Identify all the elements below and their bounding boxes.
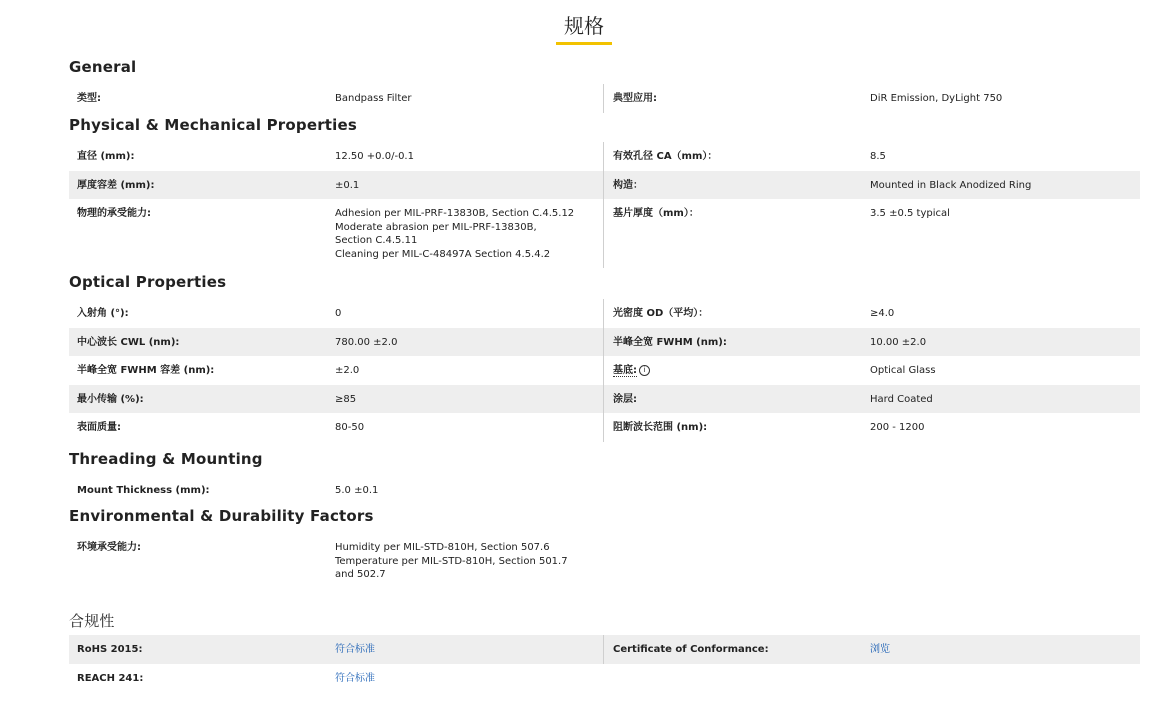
spec-value-line: Cleaning per MIL-C-48497A Section 4.5.4.2: [335, 248, 551, 260]
title-wrap: [0, 14, 1168, 45]
spec-cell: [604, 142, 1140, 171]
section-heading-compliance: 合规性: [69, 612, 115, 630]
spec-value-construction: Mounted in Black Anodized Ring: [870, 179, 1032, 191]
spec-value-durability: [335, 207, 575, 261]
spec-value-thickness-tolerance: ±0.1: [335, 179, 360, 191]
spec-cell: [604, 385, 1140, 414]
spec-value-certificate: [870, 643, 1110, 657]
spec-cell: [69, 328, 604, 357]
spec-value-blocking-range: 200 - 1200: [870, 422, 925, 433]
spec-label-diameter: 直径 (mm):: [77, 151, 135, 162]
spec-cell: [69, 385, 604, 414]
spec-label-surface-quality: 表面质量:: [77, 422, 121, 433]
spec-cell: [69, 635, 604, 664]
spec-row: [69, 635, 1140, 664]
page-title: 规格: [556, 14, 612, 45]
spec-cell: [604, 199, 1140, 268]
spec-row: [69, 142, 1140, 171]
spec-value-diameter: 12.50 +0.0/-0.1: [335, 151, 414, 162]
spec-row: [69, 476, 1140, 505]
spec-cell: [69, 142, 604, 171]
spec-cell: [69, 299, 604, 328]
spec-value-cwl: 780.00 ±2.0: [335, 336, 398, 348]
spec-label-typical-application: 典型应用:: [613, 93, 657, 104]
section-threading: [69, 448, 1140, 505]
spec-label-angle-of-incidence: 入射角 (°):: [77, 308, 129, 319]
spec-cell: [69, 413, 604, 442]
spec-label-environmental: 环境承受能力:: [77, 542, 141, 553]
spec-row: [69, 84, 1140, 113]
spec-value-substrate-thickness: 3.5 ±0.5 typical: [870, 208, 950, 219]
reach-compliant-link[interactable]: 符合标准: [335, 672, 375, 684]
spec-value-optical-density: ≥4.0: [870, 308, 895, 319]
spec-label-cwl: 中心波长 CWL (nm):: [77, 336, 180, 348]
spec-value-angle-of-incidence: 0: [335, 308, 342, 319]
spec-label-substrate[interactable]: [604, 364, 870, 378]
spec-value-typical-application: DiR Emission, DyLight 750: [870, 93, 1003, 104]
spec-label-certificate: Certificate of Conformance:: [613, 644, 769, 655]
spec-label-fwhm: 半峰全宽 FWHM (nm):: [613, 336, 727, 348]
spec-value-mount-thickness: 5.0 ±0.1: [335, 485, 379, 496]
spec-cell: [69, 199, 604, 268]
section-heading-physical: Physical & Mechanical Properties: [69, 116, 358, 134]
spec-cell: [69, 476, 604, 505]
spec-cell: [604, 328, 1140, 357]
spec-row: [69, 533, 1140, 589]
spec-value-reach: [335, 672, 575, 686]
spec-label-reach: REACH 241:: [77, 672, 144, 684]
spec-label-thickness-tolerance: 厚度容差 (mm):: [77, 179, 155, 191]
spec-row: [69, 328, 1140, 357]
spec-cell: [604, 413, 1140, 442]
spec-row: [69, 385, 1140, 414]
section-heading-environmental: Environmental & Durability Factors: [69, 507, 374, 525]
spec-label-coating: 涂层:: [613, 393, 637, 405]
section-optical: [69, 271, 1140, 442]
spec-cell: [604, 356, 1140, 385]
section-heading-general: General: [69, 58, 137, 76]
spec-value-line: Humidity per MIL-STD-810H, Section 507.6: [335, 542, 550, 553]
spec-cell: [604, 171, 1140, 200]
spec-row: [69, 356, 1140, 385]
spec-label-mount-thickness: Mount Thickness (mm):: [77, 485, 210, 496]
spec-row: [69, 413, 1140, 442]
spec-label-blocking-range: 阻断波长范围 (nm):: [613, 422, 708, 433]
rohs-compliant-link[interactable]: 符合标准: [335, 644, 375, 655]
spec-cell: [69, 171, 604, 200]
section-environmental: [69, 505, 1140, 589]
section-compliance: [69, 610, 1140, 692]
spec-label-optical-density: 光密度 OD（平均）：: [613, 308, 709, 319]
spec-value-line: Adhesion per MIL-PRF-13830B, Section C.4.5.12: [335, 208, 575, 219]
spec-label-rohs: RoHS 2015:: [77, 644, 143, 655]
spec-row: [69, 199, 1140, 268]
spec-label-type: 类型:: [77, 93, 101, 104]
info-icon[interactable]: i: [639, 365, 650, 376]
spec-row: [69, 664, 1140, 693]
section-physical-mechanical: [69, 114, 1140, 268]
spec-cell: [604, 84, 1140, 113]
spec-row: [69, 171, 1140, 200]
spec-cell: [69, 533, 604, 589]
section-general: [69, 56, 1140, 113]
spec-cell: [69, 84, 604, 113]
section-heading-optical: Optical Properties: [69, 273, 227, 291]
spec-value-fwhm-tolerance: ±2.0: [335, 365, 360, 376]
spec-value-type: Bandpass Filter: [335, 93, 412, 104]
spec-cell: [69, 664, 604, 693]
spec-value-fwhm: 10.00 ±2.0: [870, 336, 927, 348]
spec-label-durability: 物理的承受能力:: [77, 208, 151, 219]
spec-value-clear-aperture: 8.5: [870, 151, 886, 162]
spec-value-line: Moderate abrasion per MIL-PRF-13830B, Section C.4.5.11: [335, 221, 537, 246]
substrate-label-text[interactable]: 基底:: [613, 365, 637, 376]
spec-row: [69, 299, 1140, 328]
certificate-view-link[interactable]: 浏览: [870, 644, 890, 655]
spec-value-surface-quality: 80-50: [335, 422, 365, 433]
section-heading-threading: Threading & Mounting: [69, 450, 263, 468]
spec-value-coating: Hard Coated: [870, 393, 933, 405]
spec-label-clear-aperture: 有效孔径 CA（mm）：: [613, 151, 718, 162]
spec-label-fwhm-tolerance: 半峰全宽 FWHM 容差 (nm):: [77, 365, 215, 376]
spec-value-rohs: [335, 643, 575, 657]
spec-value-substrate: Optical Glass: [870, 365, 936, 376]
spec-label-substrate-thickness: 基片厚度（mm）：: [613, 208, 699, 219]
spec-value-min-transmission: ≥85: [335, 393, 357, 405]
spec-label-min-transmission: 最小传输 (%):: [77, 393, 144, 405]
spec-label-construction: 构造：: [613, 179, 643, 191]
spec-value-line: Temperature per MIL-STD-810H, Section 501.7 and 502.7: [335, 555, 568, 580]
spec-cell: [69, 356, 604, 385]
spec-cell: [604, 635, 1140, 664]
spec-value-environmental: [335, 541, 575, 582]
spec-cell: [604, 299, 1140, 328]
